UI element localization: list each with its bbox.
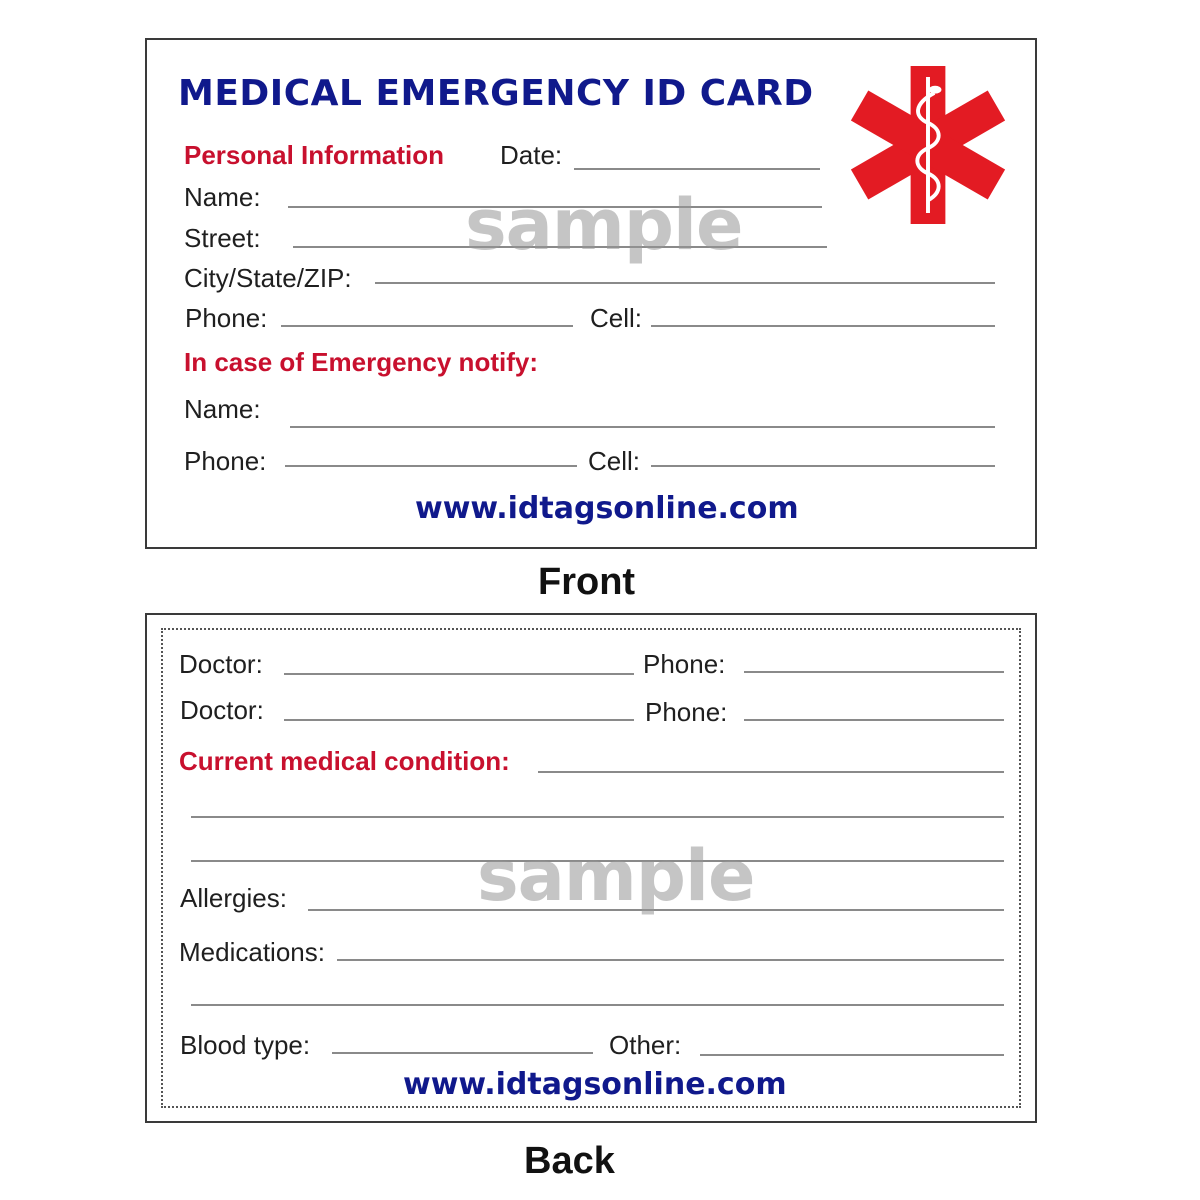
other-label: Other: [609,1030,682,1060]
star-of-life-icon [849,66,1007,224]
front-caption: Front [538,561,636,603]
condition-heading: Current medical condition: [179,746,510,776]
back-caption: Back [524,1140,615,1182]
blood-type-label: Blood type: [180,1030,311,1060]
medications-line-1[interactable] [337,959,1004,961]
date-line[interactable] [574,168,820,170]
phone2-label: Phone: [645,697,728,727]
phone1-line[interactable] [744,671,1004,673]
cell-label: Cell: [590,303,643,333]
emergency-name-line[interactable] [290,426,995,428]
city-state-zip-label: City/State/ZIP: [184,263,352,293]
phone-line[interactable] [281,325,573,327]
phone2-line[interactable] [744,719,1004,721]
emergency-heading: In case of Emergency notify: [184,347,538,377]
front-watermark: sample [465,184,743,266]
blood-type-line[interactable] [332,1052,593,1054]
front-website[interactable]: www.idtagsonline.com [415,491,799,526]
emergency-cell-line[interactable] [651,465,995,467]
doctor1-label: Doctor: [179,649,263,679]
emergency-cell-label: Cell: [588,446,641,476]
condition-line-2[interactable] [191,816,1004,818]
city-state-zip-line[interactable] [375,282,995,284]
doctor2-label: Doctor: [180,695,264,725]
cell-line[interactable] [651,325,995,327]
phone1-label: Phone: [643,649,726,679]
other-line[interactable] [700,1054,1004,1056]
card-title: MEDICAL EMERGENCY ID CARD [178,73,814,114]
street-label: Street: [184,223,261,253]
back-card [145,613,1037,1123]
date-label: Date: [500,140,563,170]
personal-info-heading: Personal Information [184,140,445,170]
phone-label: Phone: [185,303,268,333]
condition-line-1[interactable] [538,771,1004,773]
allergies-label: Allergies: [180,883,287,913]
emergency-name-label: Name: [184,394,261,424]
name-label: Name: [184,182,261,212]
back-website[interactable]: www.idtagsonline.com [403,1067,787,1102]
front-card [145,38,1037,549]
emergency-phone-line[interactable] [285,465,577,467]
medications-line-2[interactable] [191,1004,1004,1006]
medications-label: Medications: [179,937,325,967]
emergency-phone-label: Phone: [184,446,267,476]
doctor1-line[interactable] [284,673,634,675]
doctor2-line[interactable] [284,719,634,721]
back-watermark: sample [477,835,755,917]
